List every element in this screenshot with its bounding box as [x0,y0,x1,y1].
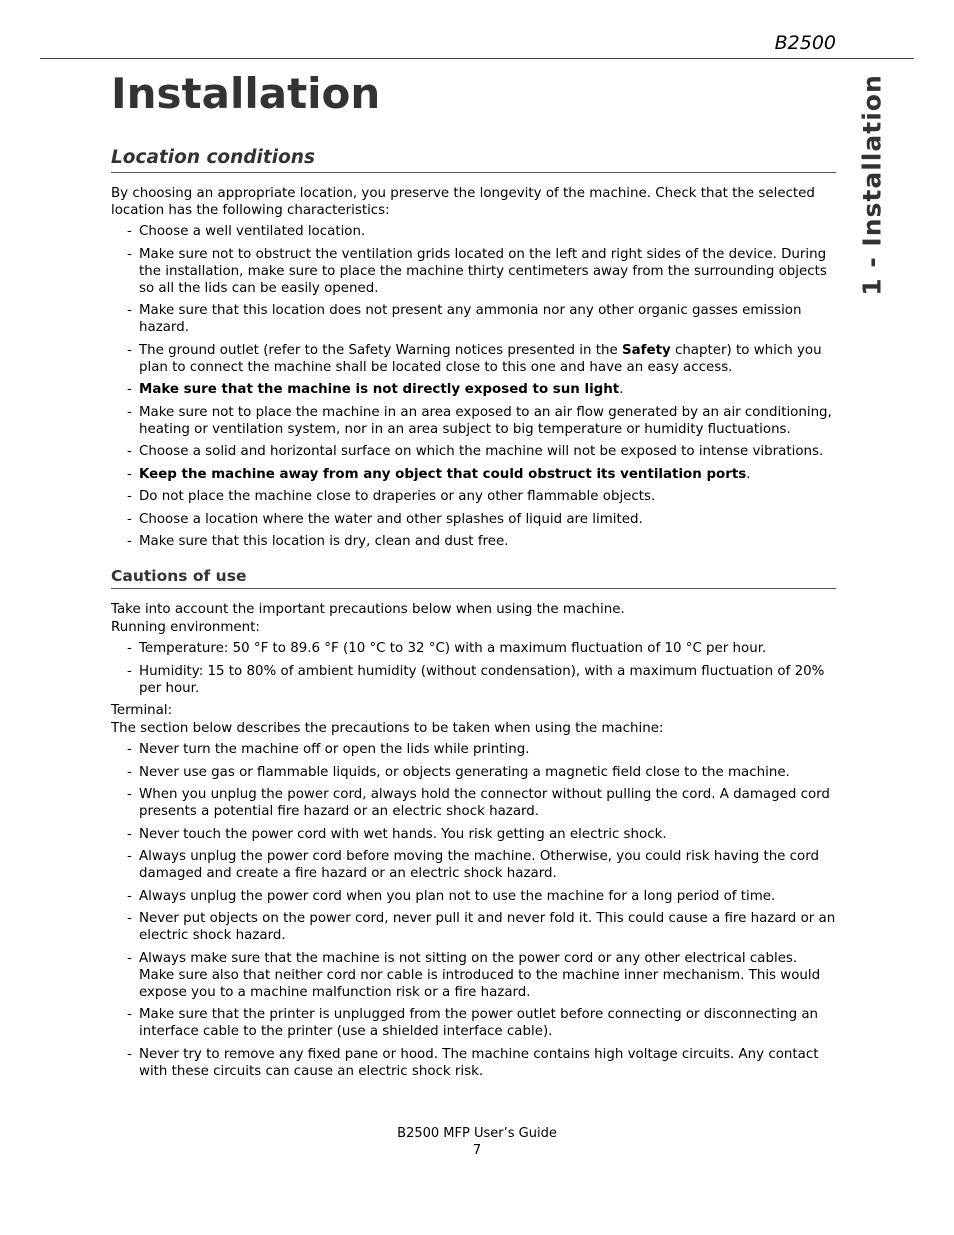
list-item: - Choose a location where the water and other splashes of liquid are limited. [111,511,836,528]
page-number: 7 [472,1142,482,1158]
list-item: - Never use gas or flammable liquids, or objects generating a magnetic field close to the machine. [111,764,836,781]
page-footer [0,1126,954,1159]
cautions-intro: Take into account the important precautions below when using the machine. [111,602,625,617]
list-item [111,342,836,376]
list-item: - Always unplug the power cord when you plan not to use the machine for a long period of time. [111,888,836,905]
list-item: - Make sure that this location does not present any ammonia nor any other organic gasses emission hazard. [111,302,836,336]
header-divider [40,58,914,59]
list-item: - Make sure that this location is dry, clean and dust free. [111,533,836,550]
list-item: - Never touch the power cord with wet hands. You risk getting an electric shock. [111,826,836,843]
list-item: - Never try to remove any fixed pane or hood. The machine contains high voltage circuits. Any contact with these circuits can cause an electric shock risk. [111,1046,836,1080]
footer-guide-title: B2500 MFP User’s Guide [397,1126,557,1141]
terminal-precautions-list [111,741,836,1080]
running-environment-list [111,640,836,697]
list-item: - Choose a well ventilated location. [111,223,836,240]
list-item: - Choose a solid and horizontal surface on which the machine will not be exposed to intense vibrations. [111,443,836,460]
list-item: - Never put objects on the power cord, never pull it and never fold it. This could cause a fire hazard or an electric shock hazard. [111,910,836,944]
terminal-label: Terminal: [111,703,173,718]
section-heading-cautions: Cautions of use [111,566,836,589]
ground-outlet-text-before: The ground outlet (refer to the Safety Warning notices presented in the [139,342,622,358]
section-heading-location: Location conditions [111,146,836,173]
page-content [111,68,836,1085]
list-item: - Always unplug the power cord before moving the machine. Otherwise, you could risk having the cord damaged and create a fire hazard or an electric shock hazard. [111,848,836,882]
list-item: - Make sure that the machine is not directly exposed to sun light. [111,381,836,398]
list-item: - When you unplug the power cord, always hold the connector without pulling the cord. A damaged cord presents a potential fire hazard or an electric shock hazard. [111,786,836,820]
ventilation-warning: Keep the machine away from any object that could obstruct its ventilation ports [139,466,747,482]
list-item: - Make sure not to obstruct the ventilation grids located on the left and right sides of the device. During the installation, make sure to place the machine thirty centimeters away from the surrounding objects so all the lids can be easily opened. [111,246,836,297]
safety-chapter-ref: Safety [621,342,671,358]
list-item: - Temperature: 50 °F to 89.6 °F (10 °C to 32 °C) with a maximum fluctuation of 10 °C per hour. [111,640,836,657]
list-item: - Humidity: 15 to 80% of ambient humidity (without condensation), with a maximum fluctuation of 20% per hour. [111,663,836,697]
chapter-side-tab: 1 - Installation [857,74,887,296]
page-title: Installation [111,69,381,118]
list-item: - Make sure not to place the machine in an area exposed to an air flow generated by an air conditioning, heating or ventilation system, nor in an area subject to big temperature or humidity fluctuations. [111,404,836,438]
running-environment-label: Running environment: [111,620,260,635]
list-item: - Make sure that the printer is unplugged from the power outlet before connecting or disconnecting an interface cable to the printer (use a shielded interface cable). [111,1006,836,1040]
list-item: - Keep the machine away from any object that could obstruct its ventilation ports. [111,466,836,483]
location-intro: By choosing an appropriate location, you preserve the longevity of the machine. Check that the selected location has the following characteristics: [111,186,815,218]
list-item: - Always make sure that the machine is not sitting on the power cord or any other electrical cables. Make sure also that neither cord nor cable is introduced to the machine inner mechanism. This would expose you to a machine malfunction risk or a fire hazard. [111,950,836,1001]
list-item: - Never turn the machine off or open the lids while printing. [111,741,836,758]
terminal-intro: The section below describes the precautions to be taken when using the machine: [111,721,664,736]
sun-light-warning: Make sure that the machine is not directly exposed to sun light [139,382,620,397]
ground-outlet-text-after: chapter) to which you plan to connect the machine shall be located close to this one and have an easy access. [139,342,822,375]
list-item: - Do not place the machine close to draperies or any other flammable objects. [111,488,836,505]
header-product-name: B2500 [774,32,836,54]
location-conditions-list [111,223,836,550]
